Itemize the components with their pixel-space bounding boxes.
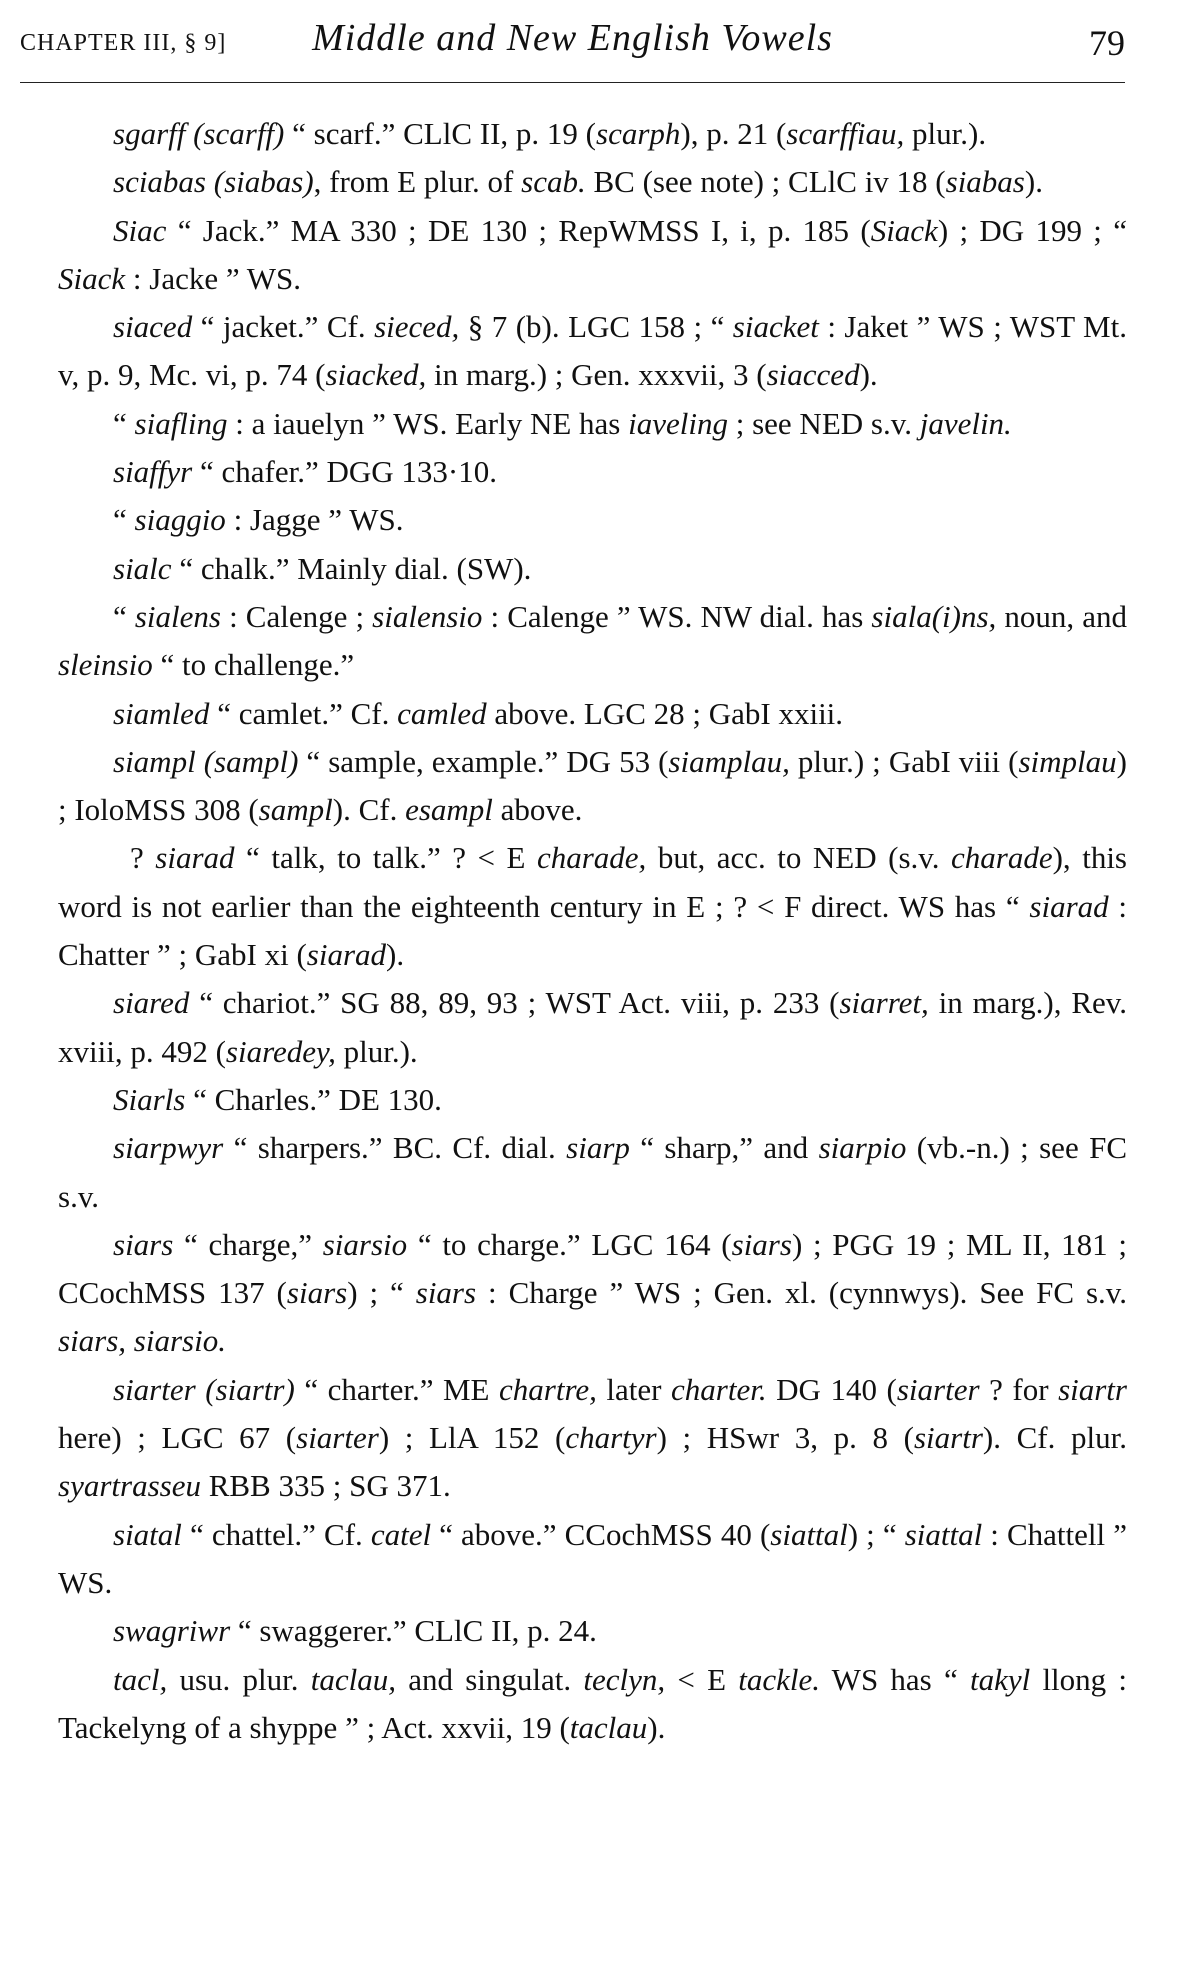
entry-text: “ sharpers.” BC. Cf. dial. — [223, 1130, 567, 1166]
entry-text: in marg.) ; Gen. xxxvii, 3 ( — [426, 357, 767, 393]
entry-term: simplau — [1018, 743, 1117, 779]
entry-term: siarter — [296, 1420, 379, 1456]
entry-text: “ chalk.” Mainly dial. (SW). — [171, 550, 532, 586]
entry-text: ), p. 21 ( — [680, 116, 787, 151]
entry-text: “ — [113, 502, 135, 538]
entry-term: esampl — [405, 792, 493, 828]
glossary-entry — [58, 545, 1127, 593]
glossary-entry — [58, 158, 1127, 206]
entry-term: siars, siarsio. — [58, 1323, 226, 1359]
entry-text: noun, and — [996, 598, 1127, 634]
entry-term: siacket — [732, 309, 819, 345]
entry-term: siacked, — [325, 357, 427, 393]
glossary-entry — [58, 303, 1127, 400]
entry-term: siars — [415, 1275, 477, 1311]
entry-term: siattal — [904, 1516, 983, 1552]
glossary-entry — [58, 1076, 1127, 1124]
entry-text: above. LGC 28 ; GabI xxiii. — [486, 695, 844, 731]
entry-term: siars — [113, 1226, 174, 1262]
entry-text: “ to challenge.” — [152, 647, 355, 683]
entry-term: siarter — [896, 1371, 980, 1407]
entry-term: siartr — [913, 1420, 983, 1456]
glossary-entry — [58, 738, 1127, 835]
entry-text: ). — [647, 1709, 666, 1745]
entry-text: ). — [1024, 164, 1043, 200]
entry-term: siarp — [566, 1130, 630, 1166]
glossary-entry — [58, 690, 1127, 738]
entry-term: siarad — [155, 840, 235, 876]
entry-text: (vb.-n.) ; see FC s.v. — [58, 1130, 1127, 1214]
entry-text: ) ; “ — [847, 1516, 905, 1552]
glossary-entry — [58, 979, 1127, 1076]
entry-term: siabas — [945, 164, 1025, 200]
entry-term: swagriwr — [113, 1613, 231, 1649]
entry-term: sciabas (siabas) — [113, 164, 314, 200]
entry-term: siamled — [113, 695, 210, 731]
glossary-entry — [58, 834, 1127, 979]
entry-text: : Jaket ” WS ; WST Mt. v, p. 9, Mc. vi, p. 74 ( — [58, 309, 1127, 393]
entry-text: “ above.” CCochMSS 40 ( — [431, 1516, 771, 1552]
entry-term: siarret, — [839, 985, 929, 1021]
entry-term: siaced — [113, 309, 193, 345]
entry-term: catel — [370, 1516, 432, 1552]
glossary-entry — [58, 1607, 1127, 1655]
entry-term: chartyr — [565, 1420, 657, 1456]
entry-text: “ Charles.” DE 130. — [185, 1081, 442, 1117]
entry-text: : Calenge ” WS. NW dial. has — [482, 598, 872, 634]
running-title: Middle and New English Vowels — [312, 17, 833, 59]
entry-term: siafling — [134, 405, 228, 441]
glossary-entry — [58, 1366, 1127, 1511]
entry-text: ). Cf. plur. — [982, 1420, 1127, 1456]
glossary-entry — [58, 496, 1127, 544]
entry-text: ). Cf. — [332, 792, 406, 828]
entry-term: siampl (sampl) — [113, 743, 299, 779]
entry-text: < E — [665, 1661, 739, 1697]
entry-term: siars — [731, 1226, 792, 1262]
entry-text: : Chatter ” ; GabI xi ( — [58, 888, 1127, 973]
entry-text: : Jacke ” WS. — [125, 260, 302, 296]
entry-text: , from E plur. of — [313, 164, 522, 200]
entry-text: “ scarf.” CLlC II, p. 19 ( — [284, 116, 596, 151]
entry-term: scab. — [521, 164, 586, 200]
entry-text: and singulat. — [395, 1661, 584, 1697]
entry-term: teclyn, — [583, 1661, 666, 1697]
entry-term: siaffyr — [113, 454, 193, 490]
entry-text: ; see NED s.v. — [727, 405, 920, 441]
entry-text: WS has “ — [820, 1661, 970, 1697]
glossary-entry — [58, 593, 1127, 690]
entry-list — [58, 110, 1127, 1752]
entry-term: siaredey, — [225, 1033, 336, 1069]
entry-term: chartre, — [499, 1371, 597, 1407]
entry-text: ) ; “ — [347, 1275, 416, 1311]
entry-term: sialensio — [372, 598, 483, 634]
entry-term: tacl, — [113, 1661, 168, 1697]
entry-text: later — [596, 1371, 672, 1407]
entry-text: “ camlet.” Cf. — [209, 695, 398, 731]
entry-text: llong : Tackelyng of a shyppe ” ; Act. xxvii, 19 ( — [58, 1661, 1128, 1745]
glossary-entry — [58, 448, 1127, 496]
entry-term: taclau — [569, 1709, 648, 1745]
entry-term: siars — [286, 1275, 348, 1311]
glossary-entry — [58, 1124, 1127, 1221]
glossary-entry — [58, 400, 1127, 448]
entry-text: ). — [386, 937, 405, 973]
entry-term: charter. — [671, 1371, 767, 1407]
entry-text: “ to charge.” LGC 164 ( — [407, 1226, 732, 1262]
entry-text: RBB 335 ; SG 371. — [200, 1468, 451, 1504]
entry-text: ) ; IoloMSS 308 ( — [58, 743, 1127, 828]
entry-text: ). — [859, 357, 878, 393]
entry-text: ) ; HSwr 3, p. 8 ( — [656, 1420, 914, 1456]
glossary-entry — [58, 1656, 1127, 1753]
entry-term: siared — [113, 985, 190, 1021]
entry-text: “ talk, to talk.” ? < E — [234, 840, 537, 876]
entry-term: javelin. — [919, 405, 1012, 441]
entry-text: “ sample, example.” DG 53 ( — [298, 743, 669, 779]
page-number: 79 — [1089, 23, 1125, 63]
entry-term: siarpio — [818, 1130, 907, 1166]
entry-text: ), this word is not earlier than the eighteenth century in E ; ? < F direct. WS has “ — [58, 840, 1127, 924]
running-header — [20, 14, 1125, 70]
entry-text: here) ; LGC 67 ( — [58, 1420, 297, 1456]
entry-text: : Chattell ” WS. — [58, 1516, 1127, 1600]
entry-term: sampl — [258, 792, 333, 828]
entry-text: : Jagge ” WS. — [225, 502, 404, 538]
entry-term: scarph — [596, 116, 681, 151]
entry-term: charade, — [536, 840, 647, 876]
entry-text: plur.). — [904, 116, 987, 151]
entry-term: sialc — [113, 550, 172, 586]
entry-term: sleinsio — [58, 647, 153, 683]
entry-text: “ chafer.” DGG 133·10. — [192, 454, 497, 490]
entry-text: “ swaggerer.” CLlC II, p. 24. — [230, 1613, 597, 1649]
entry-text: : a iauelyn ” WS. Early NE has — [227, 405, 629, 441]
entry-text: “ sharp,” and — [629, 1130, 819, 1166]
entry-term: taclau, — [310, 1661, 396, 1697]
entry-text: ) ; PGG 19 ; ML II, 181 ; CCochMSS 137 ( — [58, 1226, 1127, 1311]
entry-text: “ charter.” ME — [294, 1371, 500, 1407]
glossary-entry — [58, 1511, 1127, 1608]
entry-text: plur.). — [335, 1033, 418, 1069]
entry-text: above. — [492, 792, 583, 828]
glossary-entry — [58, 207, 1127, 304]
entry-text: “ Jack.” MA 330 ; DE 130 ; RepWMSS I, i, p. 185 ( — [166, 212, 871, 248]
glossary-entry — [58, 110, 1127, 158]
entry-term: takyl — [969, 1661, 1031, 1697]
entry-term: siarad — [306, 937, 387, 973]
entry-term: Siac — [113, 212, 167, 248]
entry-text: : Charge ” WS ; Gen. xl. (cynnwys). See FC s.v. — [476, 1275, 1127, 1311]
entry-term: siamplau, — [668, 743, 790, 779]
entry-text: BC (see note) ; CLlC iv 18 ( — [585, 164, 946, 200]
entry-text: ? — [130, 840, 156, 876]
entry-term: camled — [397, 695, 487, 731]
entry-text: but, acc. to NED (s.v. — [646, 840, 952, 876]
entry-term: siala(i)ns, — [871, 598, 997, 634]
entry-term: Siack — [870, 212, 938, 248]
entry-text: “ — [113, 598, 135, 634]
entry-text: “ — [113, 405, 135, 441]
entry-term: Siarls — [113, 1081, 186, 1117]
entry-text: § 7 (b). LGC 158 ; “ — [459, 309, 733, 345]
entry-text: plur.) ; GabI viii ( — [789, 743, 1019, 779]
entry-term: siatal — [113, 1516, 182, 1552]
glossary-entry — [58, 1221, 1127, 1366]
entry-term: sieced, — [374, 309, 460, 345]
entry-term: siattal — [770, 1516, 848, 1552]
entry-term: siacced — [766, 357, 860, 393]
entry-term: siarter (siartr) — [113, 1371, 295, 1407]
entry-text: : Calenge ; — [220, 598, 373, 634]
entry-term: tackle. — [738, 1661, 821, 1697]
entry-term: siarsio — [322, 1226, 408, 1262]
entry-text: ? for — [979, 1371, 1059, 1407]
entry-term: sgarff (scarff) — [113, 116, 285, 151]
entry-text: “ charge,” — [173, 1226, 323, 1262]
chapter-reference: CHAPTER III, § 9] — [20, 30, 227, 56]
entry-term: charade — [951, 840, 1053, 876]
entry-term: sialens — [134, 598, 221, 634]
entry-text: in marg.), Rev. xviii, p. 492 ( — [58, 985, 1127, 1069]
entry-term: siaggio — [134, 502, 226, 538]
entry-term: iaveling — [628, 405, 728, 441]
entry-text: usu. plur. — [167, 1661, 311, 1697]
entry-term: siarad — [1029, 888, 1109, 924]
entry-text: ) ; LlA 152 ( — [378, 1420, 566, 1456]
entry-text: ) ; DG 199 ; “ — [937, 212, 1127, 248]
entry-term: scarffiau, — [786, 116, 905, 151]
entry-text: “ chattel.” Cf. — [181, 1516, 371, 1552]
entry-term: siarpwyr — [113, 1130, 224, 1166]
entry-text: “ jacket.” Cf. — [192, 309, 375, 345]
entry-text: “ chariot.” SG 88, 89, 93 ; WST Act. viii, p. 233 ( — [189, 985, 840, 1021]
entry-term: syartrasseu — [58, 1468, 201, 1504]
header-rule — [20, 82, 1125, 83]
entry-term: Siack — [58, 260, 126, 296]
entry-text: DG 140 ( — [766, 1371, 897, 1407]
entry-term: siartr — [1058, 1371, 1127, 1407]
